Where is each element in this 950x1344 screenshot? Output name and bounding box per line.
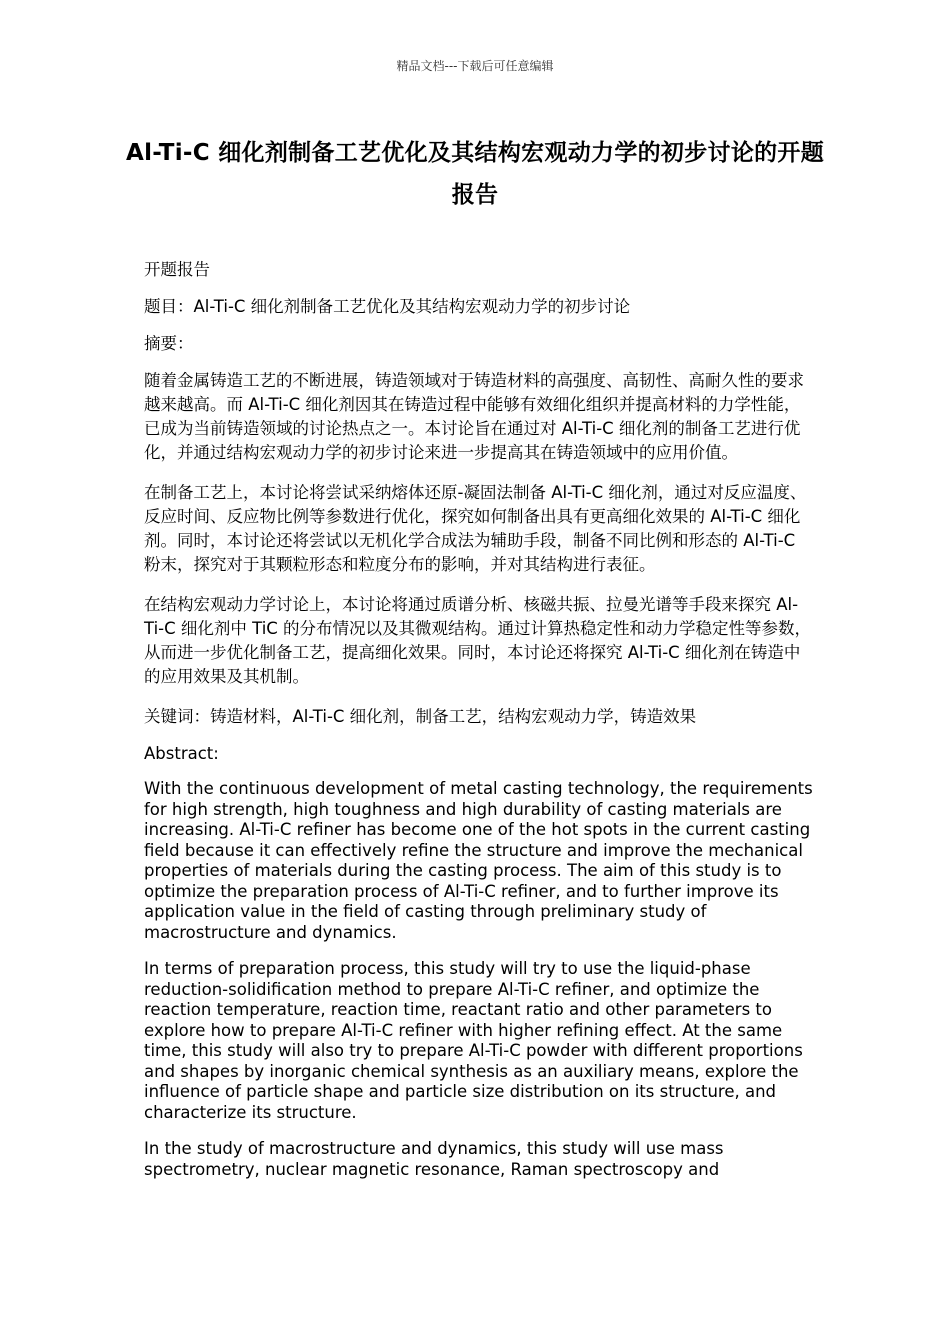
- abstract-cn-label: 摘要：: [144, 334, 194, 353]
- abstract-en-paragraph: In terms of preparation process, this study will try to use the liquid-phase reduction-solidification method to prepare Al-Ti-C refiner, and optimize the reaction temperature, reaction time, reactant ratio and other parameters to explore how to prepare Al-Ti-C refiner with higher refining effect. At the same time, this study will also try to prepare Al-Ti-C powder with different proportions and shapes by inorganic chemical synthesis as an auxiliary means, explore the influence of particle shape and particle size distribution on its structure, and characterize its structure.: [144, 959, 803, 1122]
- abstract-en-paragraph: With the continuous development of metal casting technology, the requirements for high strength, high toughness and high durability of casting materials are increasing. Al-Ti-C refiner has become one of the hot spots in the current casting field because it can effectively refine the structure and improve the mechanical properties of materials during the casting process. The aim of this study is to optimize the preparation process of Al-Ti-C refiner, and to further improve its application value in the field of casting through preliminary study of macrostructure and dynamics.: [144, 779, 813, 942]
- keywords-line: 关键词：铸造材料，Al-Ti-C 细化剂，制备工艺，结构宏观动力学，铸造效果: [144, 707, 697, 726]
- document-body: [144, 258, 816, 1196]
- abstract-cn-paragraph: 在结构宏观动力学讨论上，本讨论将通过质谱分析、核磁共振、拉曼光谱等手段来探究 Al-Ti-C 细化剂中 TiC 的分布情况以及其微观结构。通过计算热稳定性和动力学稳定性等参数，从而进一步优化制备工艺，提高细化效果。同时，本讨论还将探究 Al-Ti-C 细化剂在铸造中的应用效果及其机制。: [144, 595, 812, 686]
- report-label: 开题报告: [144, 260, 210, 279]
- document-title: Al-Ti-C 细化剂制备工艺优化及其结构宏观动力学的初步讨论的开题报告: [125, 140, 825, 208]
- abstract-cn-paragraph: 在制备工艺上，本讨论将尝试采纳熔体还原-凝固法制备 Al-Ti-C 细化剂，通过对反应温度、反应时间、反应物比例等参数进行优化，探究如何制备出具有更高细化效果的 Al-Ti-C 细化剂。同时，本讨论还将尝试以无机化学合成法为辅助手段，制备不同比例和形态的 Al-Ti-C 粉末，探究对于其颗粒形态和粒度分布的影响，并对其结构进行表征。: [144, 483, 807, 574]
- abstract-cn-paragraph: 随着金属铸造工艺的不断进展，铸造领域对于铸造材料的高强度、高韧性、高耐久性的要求越来越高。而 Al-Ti-C 细化剂因其在铸造过程中能够有效细化组织并提高材料的力学性能，已成为当前铸造领域的讨论热点之一。本讨论旨在通过对 Al-Ti-C 细化剂的制备工艺进行优化，并通过结构宏观动力学的初步讨论来进一步提高其在铸造领域中的应用价值。: [144, 371, 804, 462]
- abstract-en-label: Abstract:: [144, 744, 219, 763]
- header-note: 精品文档---下载后可任意编辑: [396, 59, 554, 73]
- abstract-en-paragraph: In the study of macrostructure and dynamics, this study will use mass spectrometry, nuclear magnetic resonance, Raman spectroscopy and: [144, 1139, 724, 1179]
- topic-line: 题目：Al-Ti-C 细化剂制备工艺优化及其结构宏观动力学的初步讨论: [144, 297, 631, 316]
